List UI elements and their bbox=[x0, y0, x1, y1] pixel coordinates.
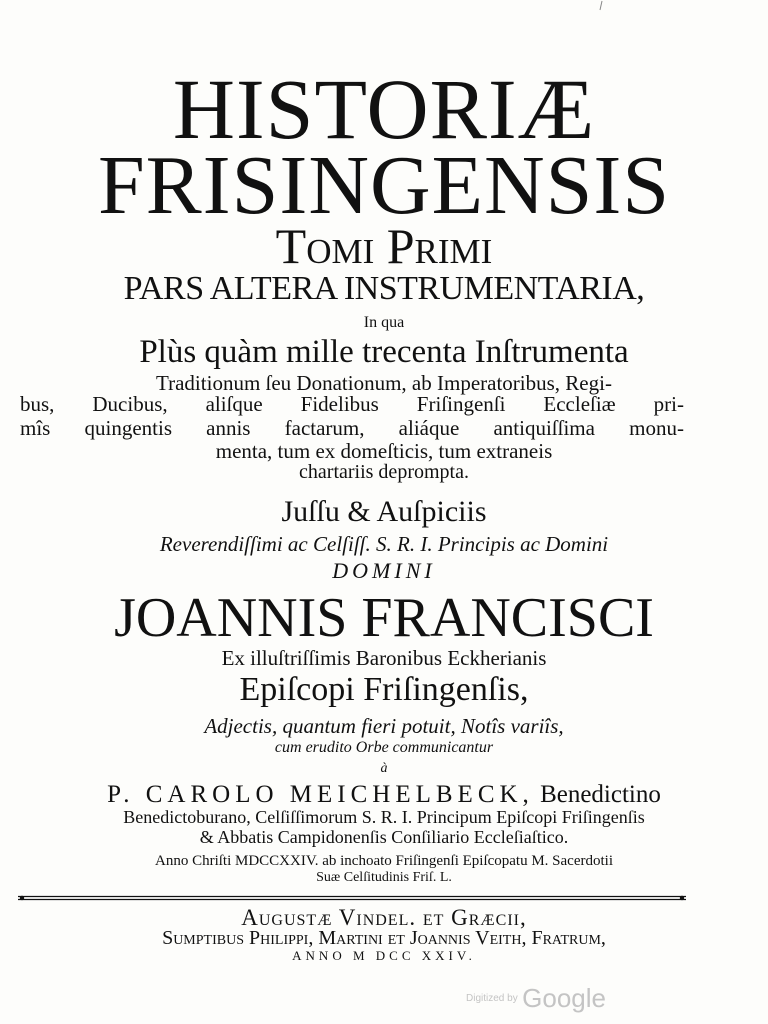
domini-heading: DOMINI bbox=[332, 558, 436, 583]
body-line-2: bus, Ducibus, aliſque Fidelibus Friſingenſi Eccleſiæ pri- bbox=[20, 392, 684, 416]
title-line-1: HISTORIÆ bbox=[172, 61, 596, 157]
author-line-3: & Abbatis Campidonenſis Conſiliario Eccleſiaſtico. bbox=[199, 827, 569, 847]
episcopi-line: Epiſcopi Friſingenſis, bbox=[239, 671, 529, 708]
joannis-francisci: JOANNIS FRANCISCI bbox=[114, 587, 654, 649]
pars-altera: PARS ALTERA INSTRUMENTARIA, bbox=[123, 270, 645, 307]
title-line-2: FRISINGENSIS bbox=[97, 139, 671, 232]
imprint-place: Augustæ Vindel. et Græcii, bbox=[241, 905, 527, 930]
author-name: P. CAROLO MEICHELBECK, bbox=[107, 781, 534, 808]
body-line-3: mîs quingentis annis factarum, aliáque antiquiſſima monu- bbox=[20, 416, 684, 440]
body-line-5: chartariis deprompta. bbox=[299, 461, 469, 483]
tomi-primi: Tomi Primi bbox=[275, 218, 493, 274]
author-preposition: à bbox=[380, 761, 388, 776]
plus-quam-line: Plùs quàm mille trecenta Inſtrumenta bbox=[139, 334, 629, 370]
google-logo: Google bbox=[522, 983, 606, 1013]
dating-line-2: Suæ Celſitudinis Friſ. L. bbox=[316, 870, 452, 885]
corner-mark-icon bbox=[594, 0, 608, 14]
digitized-by-label: Digitized by bbox=[466, 993, 518, 1004]
dating-line-1: Anno Chriſti MDCCXXIV. ab inchoato Friſingenſi Epiſcopatu M. Sacerdotii bbox=[154, 853, 613, 869]
author-line-2: Benedictoburano, Celſiſſimorum S. R. I. Principum Epiſcopi Friſingenſis bbox=[123, 807, 645, 827]
jussu-auspiciis: Juſſu & Auſpiciis bbox=[281, 495, 487, 528]
body-line-4: menta, tum ex domeſticis, tum extraneis bbox=[215, 439, 553, 463]
body-line-1: Traditionum ſeu Donationum, ab Imperatoribus, Regi- bbox=[156, 371, 612, 395]
imprint-publishers: Sumptibus Philippi, Martini et Joannis Veith, Fratrum, bbox=[162, 927, 606, 949]
ornamental-rule bbox=[18, 895, 686, 901]
in-qua: In qua bbox=[363, 314, 405, 331]
baronibus-line: Ex illuſtriſſimis Baronibus Eckherianis bbox=[221, 646, 547, 670]
cum-erudito-line: cum erudito Orbe communicantur bbox=[274, 739, 494, 756]
imprint-year: ANNO M DCC XXIV. bbox=[292, 948, 476, 963]
google-watermark bbox=[466, 983, 606, 1014]
author-role: Benedictino bbox=[540, 781, 661, 808]
reverendissimi-line: Reverendiſſimi ac Celſiſſ. S. R. I. Principis ac Domini bbox=[159, 532, 609, 556]
adjectis-line: Adjectis, quantum fieri potuit, Notîs variîs, bbox=[204, 714, 564, 738]
author-line bbox=[0, 782, 768, 807]
